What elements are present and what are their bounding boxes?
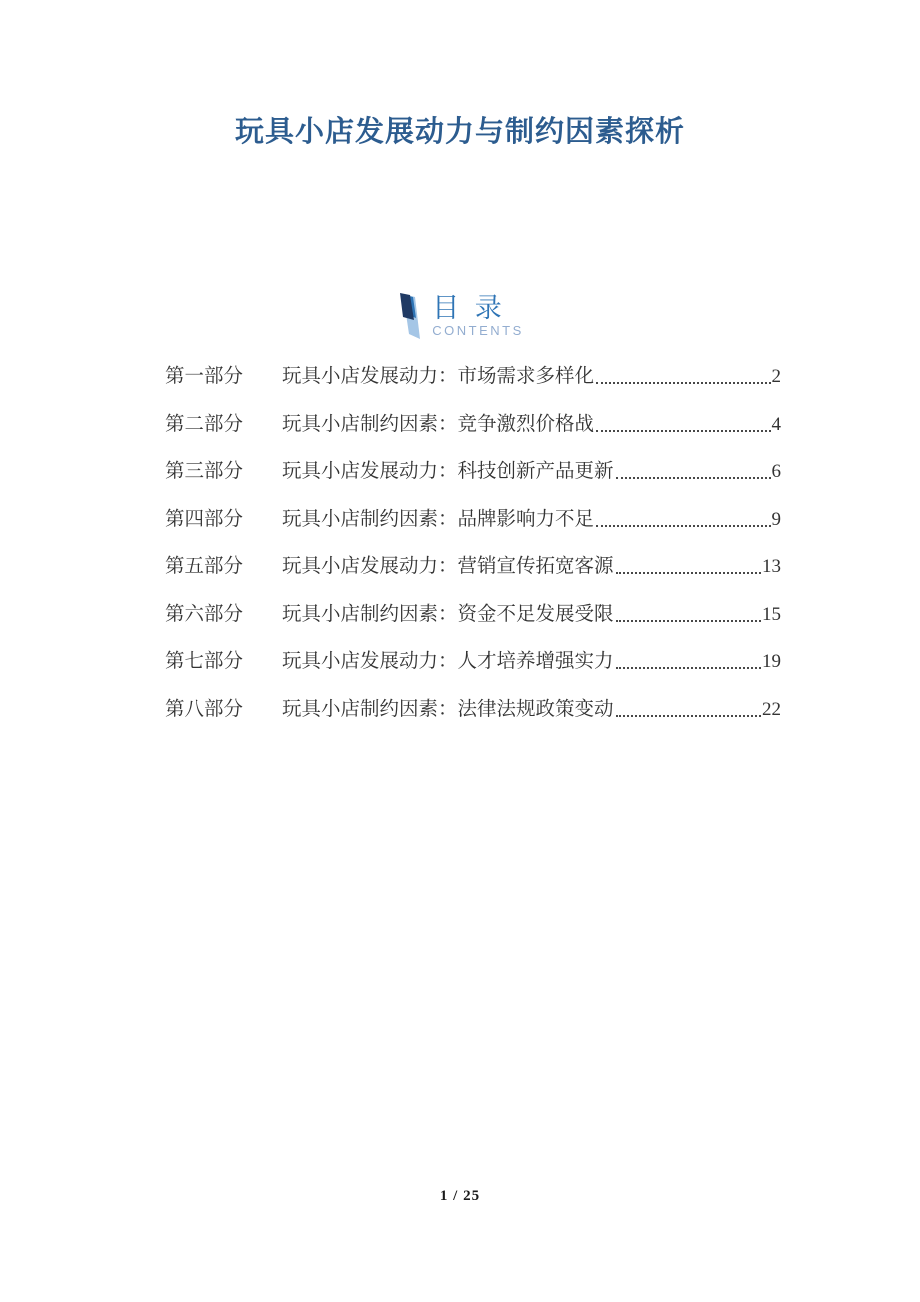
toc-entry[interactable] bbox=[165, 652, 781, 672]
toc-header bbox=[0, 292, 920, 340]
toc-entry-part: 第三部分 bbox=[165, 461, 244, 482]
toc-dotted-leader bbox=[616, 572, 761, 574]
toc-entry-page-number: 19 bbox=[762, 651, 781, 672]
toc-dotted-leader bbox=[596, 382, 770, 384]
toc-entry-page-number: 22 bbox=[762, 698, 781, 720]
toc-dotted-leader bbox=[616, 477, 771, 479]
toc-entry-part: 第七部分 bbox=[165, 651, 244, 672]
toc-heading: 目 录 bbox=[432, 293, 506, 323]
toc-entry-title: 玩具小店发展动力：人才培养增强实力 bbox=[282, 651, 614, 672]
toc-entry[interactable] bbox=[165, 367, 781, 387]
toc-entry-page-number: 6 bbox=[771, 461, 781, 482]
toc-entry[interactable] bbox=[165, 557, 781, 577]
toc-entry-part: 第一部分 bbox=[165, 366, 244, 387]
toc-entry[interactable] bbox=[165, 462, 781, 482]
toc-entry-title: 玩具小店发展动力：科技创新产品更新 bbox=[282, 461, 614, 482]
toc-entry-part: 第八部分 bbox=[165, 698, 244, 720]
toc-entry-page-number: 2 bbox=[771, 366, 781, 387]
toc-entry[interactable] bbox=[165, 415, 781, 435]
page-number-footer: 1 / 25 bbox=[439, 1188, 481, 1204]
toc-entry-part: 第二部分 bbox=[165, 413, 244, 435]
toc-entry-page-number: 9 bbox=[771, 508, 781, 530]
toc-dotted-leader bbox=[616, 667, 761, 669]
toc-entry[interactable] bbox=[165, 510, 781, 530]
toc-dotted-leader bbox=[596, 525, 770, 527]
toc-entry-part: 第四部分 bbox=[165, 508, 244, 530]
toc-entry-title: 玩具小店发展动力：市场需求多样化 bbox=[282, 366, 595, 387]
slash-mark-icon bbox=[396, 292, 422, 340]
toc-subheading: CONTENTS bbox=[432, 323, 524, 338]
toc-entry-page-number: 4 bbox=[771, 413, 781, 435]
page-title: 玩具小店发展动力与制约因素探析 bbox=[234, 116, 685, 148]
toc-entry-part: 第六部分 bbox=[165, 603, 244, 625]
toc-dotted-leader bbox=[596, 430, 770, 432]
toc-entry-page-number: 13 bbox=[762, 556, 781, 577]
toc-entry-part: 第五部分 bbox=[165, 556, 244, 577]
toc-dotted-leader bbox=[616, 715, 761, 717]
toc-entry-title: 玩具小店制约因素：法律法规政策变动 bbox=[282, 698, 614, 720]
toc-entry-title: 玩具小店发展动力：营销宣传拓宽客源 bbox=[282, 556, 614, 577]
toc-entry-title: 玩具小店制约因素：竞争激烈价格战 bbox=[282, 413, 595, 435]
toc-entry[interactable] bbox=[165, 700, 781, 720]
toc-entry-page-number: 15 bbox=[762, 603, 781, 625]
toc-entry-title: 玩具小店制约因素：资金不足发展受限 bbox=[282, 603, 614, 625]
toc-dotted-leader bbox=[616, 620, 761, 622]
toc-entry-title: 玩具小店制约因素：品牌影响力不足 bbox=[282, 508, 595, 530]
toc-entry[interactable] bbox=[165, 605, 781, 625]
toc-list bbox=[165, 367, 781, 747]
